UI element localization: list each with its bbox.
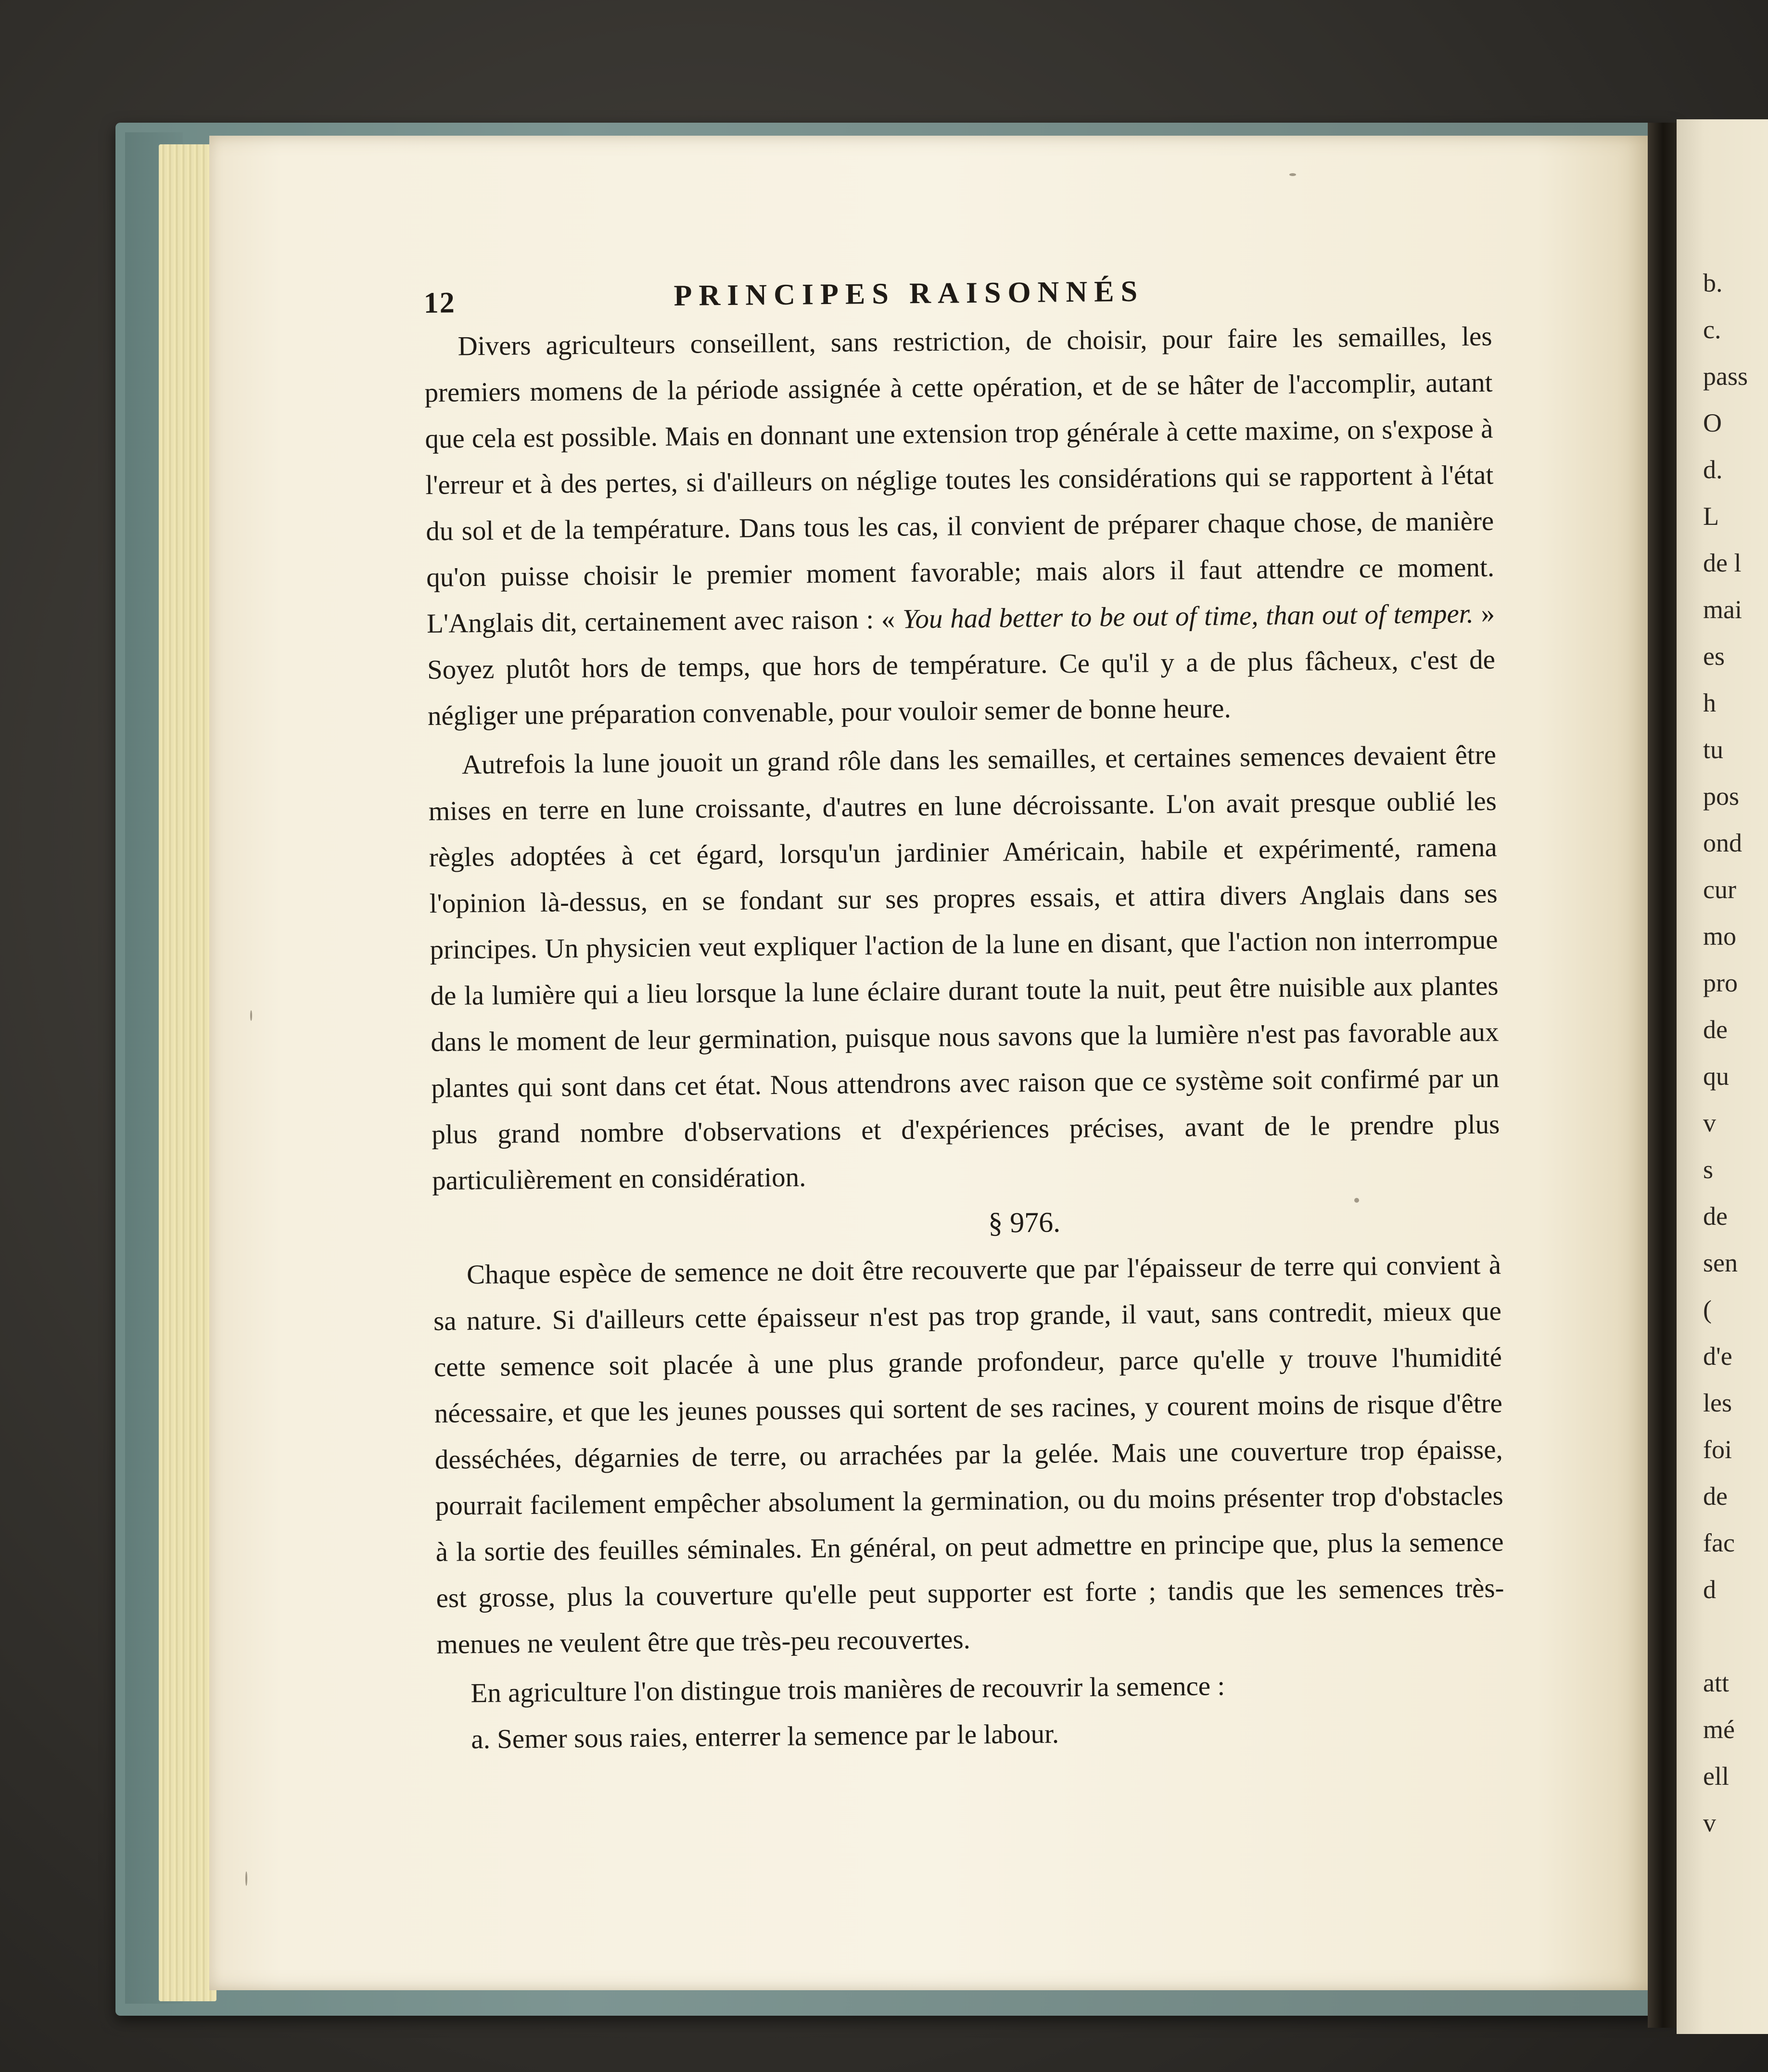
facing-page-fragment: de — [1703, 1202, 1728, 1231]
facing-page-fragment — [1703, 1893, 1768, 1940]
facing-page-fragment: ( — [1703, 1295, 1712, 1324]
list-item-a: a. Semer sous raies, enterrer la semence par le labour. — [471, 1718, 1059, 1755]
facing-page-fragment: v — [1703, 1108, 1716, 1137]
facing-page-fragment: d. — [1703, 455, 1723, 484]
facing-page-fragment: fac — [1703, 1528, 1735, 1557]
section-number: § 976. — [988, 1206, 1061, 1239]
scan-speck — [250, 1010, 252, 1021]
facing-page-fragment — [1703, 1846, 1768, 1893]
facing-page-fragment: foi — [1703, 1435, 1732, 1464]
facing-page-fragment: d'e — [1703, 1342, 1732, 1371]
facing-page-fragment: de — [1703, 1482, 1728, 1511]
facing-page-fragment: d — [1703, 1575, 1716, 1604]
scan-speck — [1354, 1198, 1359, 1203]
facing-page-fragment: sen — [1703, 1248, 1738, 1277]
paragraph-4-text: En agriculture l'on distingue trois manières de recouvrir la semence : — [471, 1671, 1225, 1709]
facing-page-fragment: les — [1703, 1388, 1732, 1417]
facing-page-fragment: pro — [1703, 968, 1738, 997]
facing-page-fragment: cur — [1703, 875, 1736, 904]
english-proverb: You had better to be out of time, than out of temper. — [902, 598, 1474, 635]
facing-page-fragment: b. — [1703, 268, 1723, 297]
page-text-block — [423, 257, 1506, 1763]
facing-page-fragment: h — [1703, 688, 1716, 717]
scan-speck — [1289, 173, 1296, 176]
facing-page-fragment: de l — [1703, 548, 1742, 577]
paragraph-3-text: Chaque espèce de semence ne doit être recouverte que par l'épaisseur de terre qui convient à sa nature. Si d'ailleurs cette épaisseur n'est pas trop grande, il vaut, sans contredit, mieux que cette semence soit placée à une plus grande profondeur, parce qu'elle y trouve l'humidité nécessaire, et que les jeunes pousses qui sortent de ses racines, y courent moins de risque d'être desséchées, dégarnies de terre, ou arrachées par la gelée. Mais une couverture trop épaisse, pourrait facilement empêcher absolument la germination, ou du moins présenter trop d'obstacles à la sortie des feuilles séminales. En général, on peut admettre en principe que, plus la semence est grosse, plus la couverture qu'elle peut supporter est forte ; tandis que les semences très-menues ne veulent être que très-peu recouvertes. — [433, 1249, 1504, 1660]
facing-page-fragment: s — [1703, 1155, 1714, 1184]
page-stack-edges — [159, 144, 216, 2001]
facing-page-fragment: ond — [1703, 828, 1742, 857]
page-number: 12 — [423, 286, 456, 319]
facing-page-fragment: O — [1703, 408, 1722, 437]
paragraph-2 — [428, 732, 1500, 1204]
paragraph-1-text-end: » Soyez plutôt hors de temps, que hors de température. Ce qu'il y a de plus fâcheux, c'est de négliger une préparation convenable, pour vouloir semer de bonne heure. — [427, 598, 1496, 731]
facing-page-fragment: mai — [1703, 595, 1742, 624]
paragraph-1 — [424, 314, 1496, 739]
facing-page-fragment: es — [1703, 642, 1725, 671]
scan-speck — [245, 1871, 247, 1886]
facing-page-fragment: mé — [1703, 1715, 1735, 1744]
facing-page-fragment: pass — [1703, 362, 1748, 391]
facing-page-text — [1703, 260, 1768, 1940]
facing-page-fragment: mo — [1703, 922, 1737, 951]
paragraph-2-text: Autrefois la lune jouoit un grand rôle dans les semailles, et certaines semences devaient être mises en terre en lune croissante, d'autres en lune décroissante. L'on avait presque oublié les règles adoptées à cet égard, lorsqu'un jardinier Américain, habile et expérimenté, ramena l'opinion là-dessus, en se fondant sur ses propres essais, et attira divers Anglais dans ses principes. Un physicien veut expliquer l'action de la lune en disant, que l'action non interrompue de la lumière qui a lieu lorsque la lune éclaire durant toute la nuit, peut être nuisible aux plantes dans le moment de leur germination, puisque nous savons que la lumière n'est pas favorable aux plantes qui sont dans cet état. Nous attendrons avec raison que ce système soit confirmé par un plus grand nombre d'observations et d'expériences précises, avant de le prendre plus particulièrement en considération. — [428, 739, 1500, 1196]
facing-page-fragment: v — [1703, 1808, 1716, 1837]
facing-page-fragment: de — [1703, 1015, 1728, 1044]
paragraph-3 — [433, 1242, 1505, 1668]
running-title: PRINCIPES RAISONNÉS — [674, 275, 1145, 313]
facing-page-fragment: att — [1703, 1668, 1729, 1697]
page-header — [423, 257, 1492, 320]
facing-page-fragment: L — [1703, 502, 1719, 531]
paragraph-1-text-start: Divers agriculteurs conseillent, sans restriction, de choisir, pour faire les semailles, les premiers momens de la période assignée à cette opération, et de se hâter de l'accomplir, autant que cela est possible. Mais en donnant une extension trop générale à cette maxime, on s'expose à l'erreur et à des pertes, si d'ailleurs on néglige toutes les considérations qui se rapportent à l'état du sol et de la température. Dans tous les cas, il convient de préparer chaque chose, de manière qu'on puisse choisir le premier moment favorable; mais alors il faut attendre ce moment. L'Anglais dit, certainement avec raison : « — [424, 321, 1495, 639]
facing-page-fragment — [1703, 1613, 1768, 1660]
facing-page-fragment: ell — [1703, 1762, 1729, 1791]
facing-page-fragment: qu — [1703, 1062, 1729, 1091]
facing-page-fragment: tu — [1703, 735, 1724, 764]
facing-page-fragment: c. — [1703, 315, 1721, 344]
facing-page-fragment: pos — [1703, 782, 1740, 811]
